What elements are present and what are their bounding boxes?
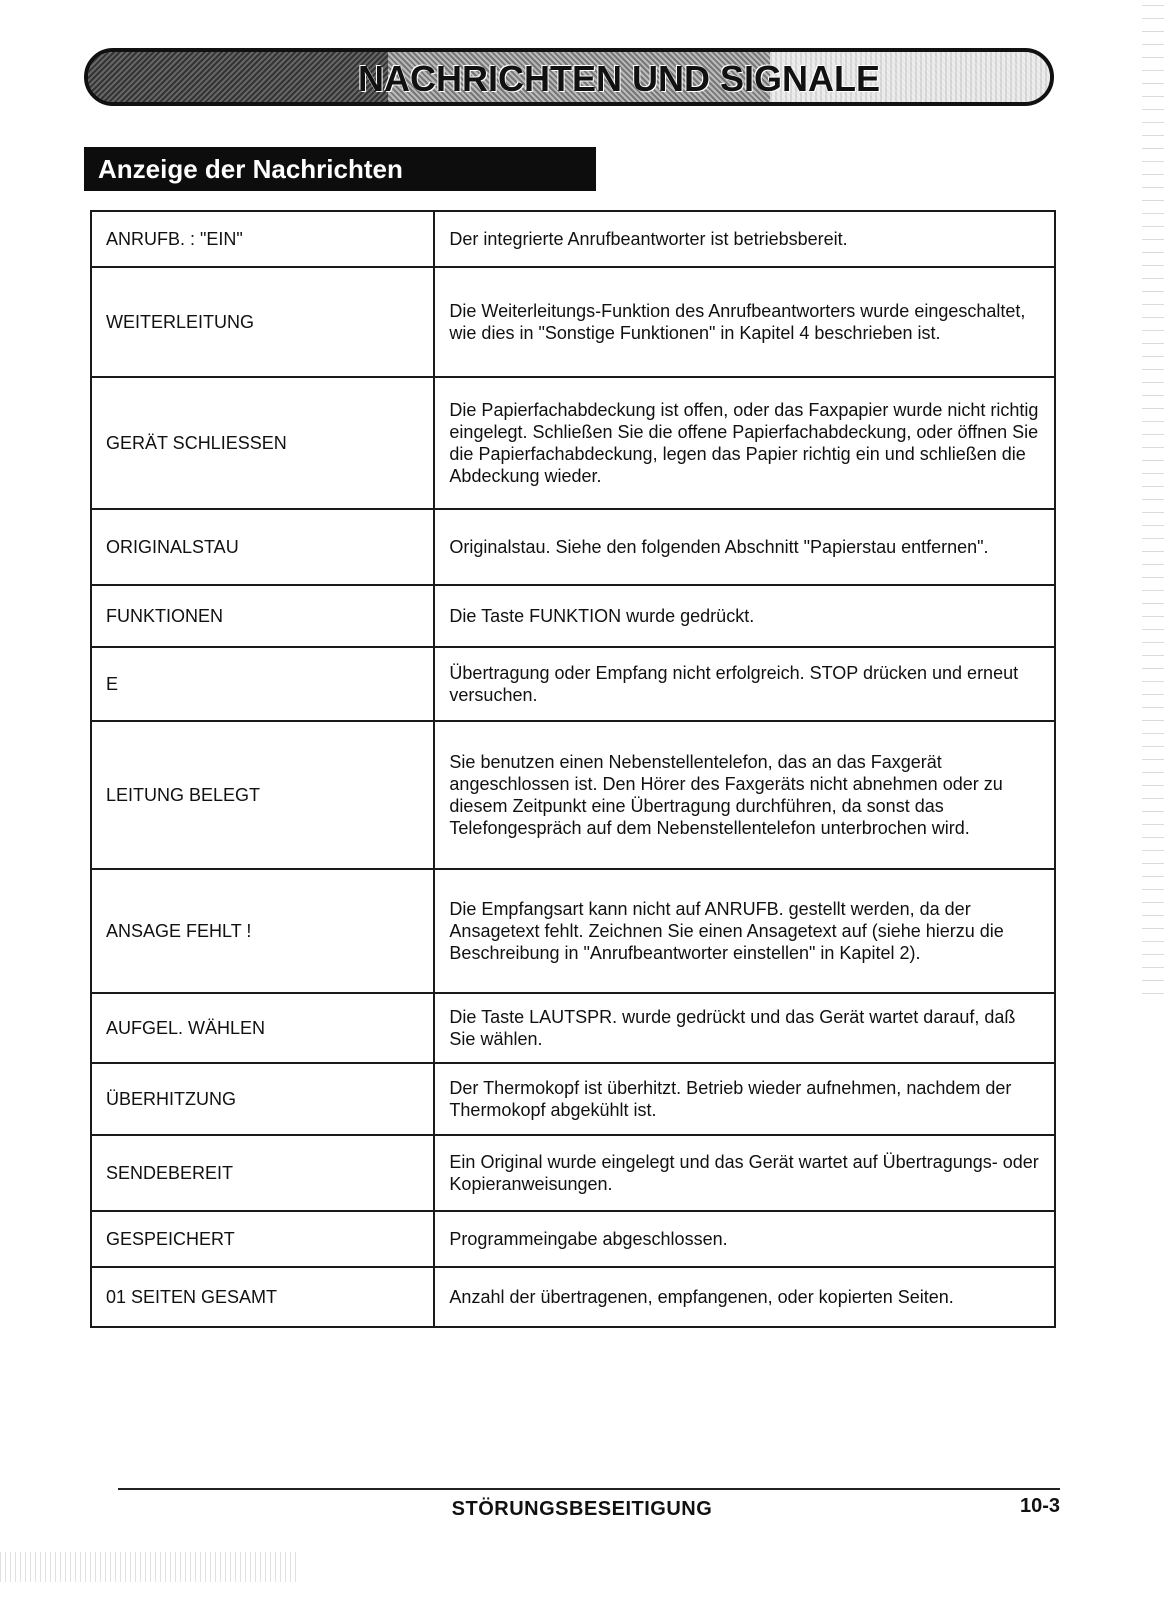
- table-row: [91, 267, 1055, 377]
- message-description: Die Taste LAUTSPR. wurde gedrückt und das Gerät wartet darauf, daß Sie wählen.: [434, 993, 1055, 1063]
- message-description: Sie benutzen einen Nebenstellentelefon, das an das Faxgerät angeschlossen ist. Den Hörer des Faxgeräts nicht abnehmen oder zu diesem Zeitpunkt eine Übertragung durchführen, da sonst das Telefongespräch auf dem Nebenstellentelefon unterbrochen wird.: [434, 721, 1055, 869]
- table-row: [91, 647, 1055, 721]
- chapter-title: NACHRICHTEN UND SIGNALE: [358, 58, 880, 99]
- message-description: Die Taste FUNKTION wurde gedrückt.: [434, 585, 1055, 647]
- message-description: Der integrierte Anrufbeantworter ist betriebsbereit.: [434, 211, 1055, 267]
- table-row: [91, 1211, 1055, 1267]
- chapter-banner: [84, 48, 1054, 106]
- table-row: [91, 1267, 1055, 1327]
- message-description: Die Papierfachabdeckung ist offen, oder das Faxpapier wurde nicht richtig eingelegt. Schließen Sie die offene Papierfachabdeckung, oder öffnen Sie die Papierfachabdeckung, legen das Papier richtig ein und schließen die Abdeckung wieder.: [434, 377, 1055, 509]
- message-code: ANRUFB. : "EIN": [91, 211, 434, 267]
- message-description: Ein Original wurde eingelegt und das Gerät wartet auf Übertragungs- oder Kopieranweisungen.: [434, 1135, 1055, 1211]
- message-code: GERÄT SCHLIESSEN: [91, 377, 434, 509]
- page-number: 10-3: [1019, 1495, 1060, 1517]
- scan-corner-artifact: [0, 1552, 300, 1582]
- footer-title: STÖRUNGSBESEITIGUNG: [451, 1498, 713, 1520]
- messages-table: [90, 210, 1056, 1328]
- message-description: Der Thermokopf ist überhitzt. Betrieb wieder aufnehmen, nachdem der Thermokopf abgekühlt ist.: [434, 1063, 1055, 1135]
- section-title: Anzeige der Nachrichten: [84, 147, 596, 191]
- message-description: Programmeingabe abgeschlossen.: [434, 1211, 1055, 1267]
- table-row: [91, 721, 1055, 869]
- message-code: SENDEBEREIT: [91, 1135, 434, 1211]
- message-code: ÜBERHITZUNG: [91, 1063, 434, 1135]
- table-row: [91, 509, 1055, 585]
- footer-rule: [118, 1488, 1060, 1490]
- message-code: GESPEICHERT: [91, 1211, 434, 1267]
- table-row: [91, 585, 1055, 647]
- scan-edge-artifact: [1142, 0, 1164, 1000]
- table-row: [91, 869, 1055, 993]
- table-row: [91, 377, 1055, 509]
- message-description: Übertragung oder Empfang nicht erfolgreich. STOP drücken und erneut versuchen.: [434, 647, 1055, 721]
- message-code: 01 SEITEN GESAMT: [91, 1267, 434, 1327]
- table-row: [91, 1063, 1055, 1135]
- table-row: [91, 211, 1055, 267]
- message-code: AUFGEL. WÄHLEN: [91, 993, 434, 1063]
- table-row: [91, 1135, 1055, 1211]
- message-description: Anzahl der übertragenen, empfangenen, oder kopierten Seiten.: [434, 1267, 1055, 1327]
- message-description: Die Empfangsart kann nicht auf ANRUFB. gestellt werden, da der Ansagetext fehlt. Zeichnen Sie einen Ansagetext auf (siehe hierzu die Beschreibung in "Anrufbeantworter einstellen" in Kapitel 2).: [434, 869, 1055, 993]
- table-row: [91, 993, 1055, 1063]
- message-code: FUNKTIONEN: [91, 585, 434, 647]
- banner-texture-left: [88, 52, 388, 102]
- message-description: Die Weiterleitungs-Funktion des Anrufbeantworters wurde eingeschaltet, wie dies in "Sonstige Funktionen" in Kapitel 4 beschrieben ist.: [434, 267, 1055, 377]
- message-description: Originalstau. Siehe den folgenden Abschnitt "Papierstau entfernen".: [434, 509, 1055, 585]
- message-code: ORIGINALSTAU: [91, 509, 434, 585]
- message-code: E: [91, 647, 434, 721]
- message-code: WEITERLEITUNG: [91, 267, 434, 377]
- message-code: ANSAGE FEHLT !: [91, 869, 434, 993]
- message-code: LEITUNG BELEGT: [91, 721, 434, 869]
